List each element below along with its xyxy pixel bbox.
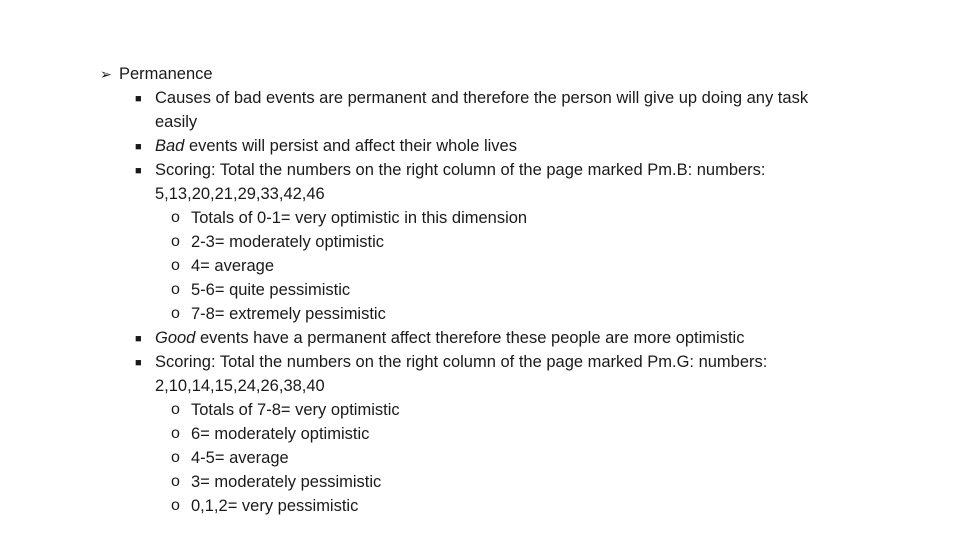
square-bullet-icon: ■ bbox=[135, 165, 142, 177]
circle-bullet-icon: o bbox=[171, 473, 180, 490]
good-scoring-numbers: 2,10,14,15,24,26,38,40 bbox=[155, 377, 325, 395]
circle-bullet-icon: o bbox=[171, 425, 180, 442]
bad-total-text: Totals of 0-1= very optimistic in this dimension bbox=[191, 209, 528, 227]
circle-bullet-icon: o bbox=[171, 497, 180, 514]
heading-text: Permanence bbox=[119, 65, 213, 83]
bad-causes-text: Causes of bad events are permanent and therefore the person will give up doing any task bbox=[155, 89, 809, 107]
good-total-text: 0,1,2= very pessimistic bbox=[191, 497, 359, 515]
good-effect-rest: events have a permanent affect therefore these people are more optimistic bbox=[195, 329, 745, 347]
good-scoring-text: Scoring: Total the numbers on the right column of the page marked Pm.G: numbers: bbox=[155, 353, 768, 371]
circle-bullet-icon: o bbox=[171, 233, 180, 250]
good-total-text: 4-5= average bbox=[191, 449, 289, 467]
bad-total-text: 7-8= extremely pessimistic bbox=[191, 305, 386, 323]
circle-bullet-icon: o bbox=[171, 281, 180, 298]
good-total-text: 3= moderately pessimistic bbox=[191, 473, 382, 491]
bad-total-text: 2-3= moderately optimistic bbox=[191, 233, 385, 251]
good-total-text: 6= moderately optimistic bbox=[191, 425, 370, 443]
bad-causes-cont bbox=[155, 110, 197, 134]
good-total-text: Totals of 7-8= very optimistic bbox=[191, 401, 400, 419]
square-bullet-icon: ■ bbox=[135, 93, 142, 105]
circle-bullet-icon: o bbox=[171, 305, 180, 322]
bad-scoring-cont bbox=[155, 182, 325, 206]
bad-scoring-numbers: 5,13,20,21,29,33,42,46 bbox=[155, 185, 325, 203]
arrow-bullet-icon: ➢ bbox=[100, 66, 112, 82]
bad-persist-emphasis: Bad bbox=[155, 137, 185, 155]
circle-bullet-icon: o bbox=[171, 449, 180, 466]
good-effect-text bbox=[155, 326, 744, 350]
square-bullet-icon: ■ bbox=[135, 333, 142, 345]
square-bullet-icon: ■ bbox=[135, 141, 142, 153]
bad-causes-text-2: easily bbox=[155, 113, 198, 131]
bad-scoring-text: Scoring: Total the numbers on the right column of the page marked Pm.B: numbers: bbox=[155, 161, 766, 179]
bad-persist-text bbox=[155, 134, 517, 158]
bad-total-text: 5-6= quite pessimistic bbox=[191, 281, 351, 299]
good-effect-emphasis: Good bbox=[155, 329, 196, 347]
bad-total-text: 4= average bbox=[191, 257, 275, 275]
circle-bullet-icon: o bbox=[171, 401, 180, 418]
square-bullet-icon: ■ bbox=[135, 357, 142, 369]
circle-bullet-icon: o bbox=[171, 257, 180, 274]
circle-bullet-icon: o bbox=[171, 209, 180, 226]
good-scoring-cont bbox=[155, 374, 325, 398]
bad-persist-rest: events will persist and affect their whole lives bbox=[184, 137, 517, 155]
